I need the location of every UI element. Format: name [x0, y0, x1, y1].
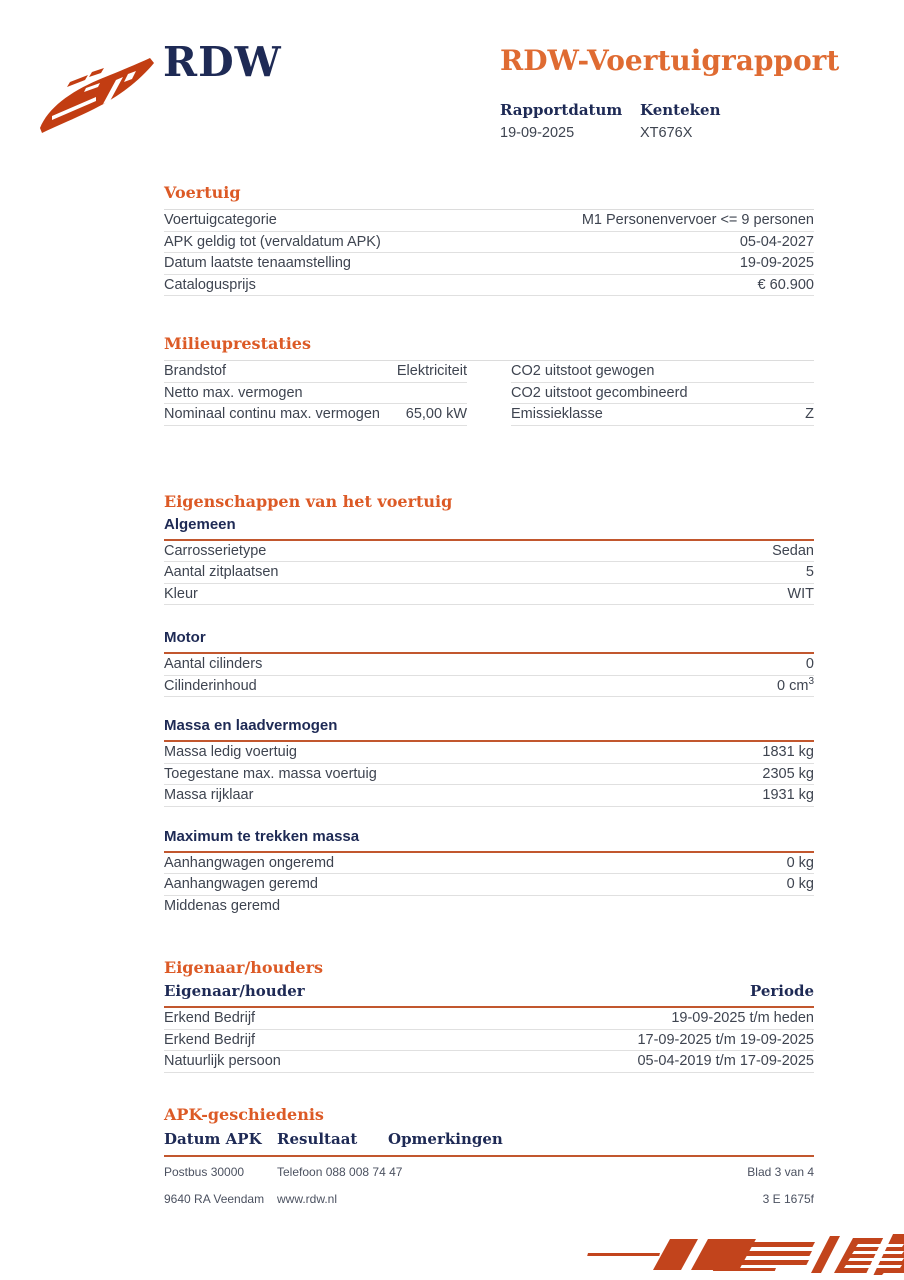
row-label: Voertuigcategorie: [164, 212, 277, 229]
table-row: [164, 1051, 814, 1073]
subsection-heading: Algemeen: [164, 516, 814, 541]
table-row: [164, 210, 814, 232]
license-plate-value: XT676X: [640, 125, 693, 141]
section-eigenaar-houders: [164, 958, 814, 1073]
rdw-feather-logo: [36, 52, 158, 140]
section-heading: Eigenschappen van het voertuig: [164, 491, 453, 511]
page-title: RDW-Voertuigrapport: [500, 44, 840, 77]
table-row: [511, 361, 814, 383]
row-label: CO2 uitstoot gecombineerd: [511, 384, 688, 401]
row-label: Erkend Bedrijf: [164, 1031, 256, 1048]
row-label: Massa ledig voertuig: [164, 744, 297, 761]
row-value: Z: [805, 406, 814, 423]
section-heading: Voertuig: [164, 183, 814, 210]
row-label: Emissieklasse: [511, 406, 603, 423]
table-row: [164, 764, 814, 786]
value-text: 0 cm: [777, 677, 809, 694]
subsection-algemeen: [164, 516, 814, 606]
row-label: Nominaal continu max. vermogen: [164, 406, 380, 423]
row-label: Natuurlijk persoon: [164, 1053, 281, 1070]
left-column: [164, 361, 467, 426]
row-label: Middenas geremd: [164, 898, 281, 915]
row-label: Kleur: [164, 585, 198, 602]
speed-stripes-graphic: [528, 1232, 904, 1276]
section-milieuprestaties: [164, 334, 814, 426]
table-header: [164, 1130, 814, 1157]
row-label: Toegestane max. massa voertuig: [164, 765, 377, 782]
table-row: [164, 853, 814, 875]
column-header-resultaat: Resultaat: [277, 1129, 358, 1148]
table-row: [164, 232, 814, 254]
row-value: 19-09-2025 t/m heden: [671, 1010, 814, 1027]
table-row: [164, 1008, 814, 1030]
report-date-value: 19-09-2025: [500, 125, 575, 141]
row-value: Elektriciteit: [396, 363, 467, 380]
section-eigenschappen: [164, 492, 814, 918]
table-header: [164, 982, 814, 1008]
row-value: M1 Personenvervoer <= 9 personen: [581, 212, 814, 229]
table-row: [164, 584, 814, 606]
row-value: 1831 kg: [762, 744, 814, 761]
value-superscript: 3: [808, 675, 814, 687]
table-row: [164, 742, 814, 764]
row-value: 19-09-2025: [739, 255, 814, 272]
row-value: 05-04-2027: [739, 233, 814, 250]
row-value: 0: [805, 656, 814, 673]
section-heading: Milieuprestaties: [164, 334, 814, 361]
row-label: Netto max. vermogen: [164, 384, 303, 401]
footer-phone: Telefoon 088 008 74 47: [277, 1165, 403, 1179]
row-label: Aantal zitplaatsen: [164, 564, 279, 581]
row-value: 5: [805, 564, 814, 581]
footer-address-2: 9640 RA Veendam: [164, 1192, 265, 1206]
subsection-motor: [164, 629, 814, 697]
row-value: € 60.900: [757, 276, 814, 293]
two-column-table: [164, 361, 814, 426]
rdw-logo-wordmark: RDW: [163, 38, 282, 86]
row-value: WIT: [787, 585, 814, 602]
page-footer: [164, 1165, 814, 1206]
license-plate-label: Kenteken: [640, 101, 721, 119]
footer-website: www.rdw.nl: [277, 1192, 338, 1206]
row-value: 0 kg: [786, 854, 814, 871]
footer-line-1: [164, 1165, 814, 1179]
footer-address-1: Postbus 30000: [164, 1165, 245, 1179]
column-header-owner: Eigenaar/houder: [164, 982, 305, 1000]
table-row: [164, 676, 814, 698]
subsection-heading: Massa en laadvermogen: [164, 717, 814, 742]
column-gap: [467, 361, 511, 426]
subsection-heading: Maximum te trekken massa: [164, 828, 814, 853]
row-label: Datum laatste tenaamstelling: [164, 255, 351, 272]
table-row: [511, 404, 814, 426]
subsection-heading: Motor: [164, 629, 814, 654]
footer-line-2: [164, 1192, 814, 1206]
row-label: Carrosserietype: [164, 542, 267, 559]
row-label: Aanhangwagen ongeremd: [164, 854, 335, 871]
row-value: [777, 675, 814, 694]
table-row: [164, 896, 814, 918]
section-voertuig: [164, 183, 814, 296]
subsection-massa: [164, 717, 814, 807]
row-label: Erkend Bedrijf: [164, 1010, 256, 1027]
row-label: Catalogusprijs: [164, 276, 256, 293]
row-label: Massa rijklaar: [164, 787, 254, 804]
table-row: [164, 654, 814, 676]
row-value: 65,00 kW: [405, 406, 467, 423]
table-row: [164, 785, 814, 807]
row-value: 05-04-2019 t/m 17-09-2025: [637, 1053, 814, 1070]
table-row: [164, 874, 814, 896]
section-apk-geschiedenis: [164, 1105, 814, 1157]
row-value: 2305 kg: [762, 765, 814, 782]
table-row: [511, 383, 814, 405]
table-row: [164, 275, 814, 297]
table-row: [164, 562, 814, 584]
section-heading: Eigenaar/houders: [164, 958, 324, 977]
subsection-maximum-trekken: [164, 828, 814, 918]
row-label: CO2 uitstoot gewogen: [511, 363, 655, 380]
table-row: [164, 404, 467, 426]
report-body: [164, 0, 814, 1157]
footer-page-number: Blad 3 van 4: [747, 1165, 814, 1179]
row-value: 0 kg: [786, 876, 814, 893]
table-row: [164, 1030, 814, 1052]
column-header-datum-apk: Datum APK: [164, 1129, 262, 1148]
row-value: 17-09-2025 t/m 19-09-2025: [637, 1031, 814, 1048]
table-row: [164, 253, 814, 275]
row-label: Cilinderinhoud: [164, 677, 257, 694]
row-label: APK geldig tot (vervaldatum APK): [164, 233, 381, 250]
section-heading: APK-geschiedenis: [164, 1104, 324, 1124]
footer-doc-code: 3 E 1675f: [762, 1192, 814, 1206]
table-row: [164, 541, 814, 563]
column-header-period: Periode: [749, 982, 814, 1000]
row-label: Aantal cilinders: [164, 656, 263, 673]
row-label: Brandstof: [164, 363, 227, 380]
right-column: [511, 361, 814, 426]
row-label: Aanhangwagen geremd: [164, 876, 318, 893]
table-row: [164, 361, 467, 383]
table-row: [164, 383, 467, 405]
report-date-label: Rapportdatum: [500, 101, 623, 119]
column-header-opmerkingen: Opmerkingen: [388, 1129, 503, 1148]
row-value: Sedan: [772, 542, 814, 559]
row-value: 1931 kg: [762, 787, 814, 804]
